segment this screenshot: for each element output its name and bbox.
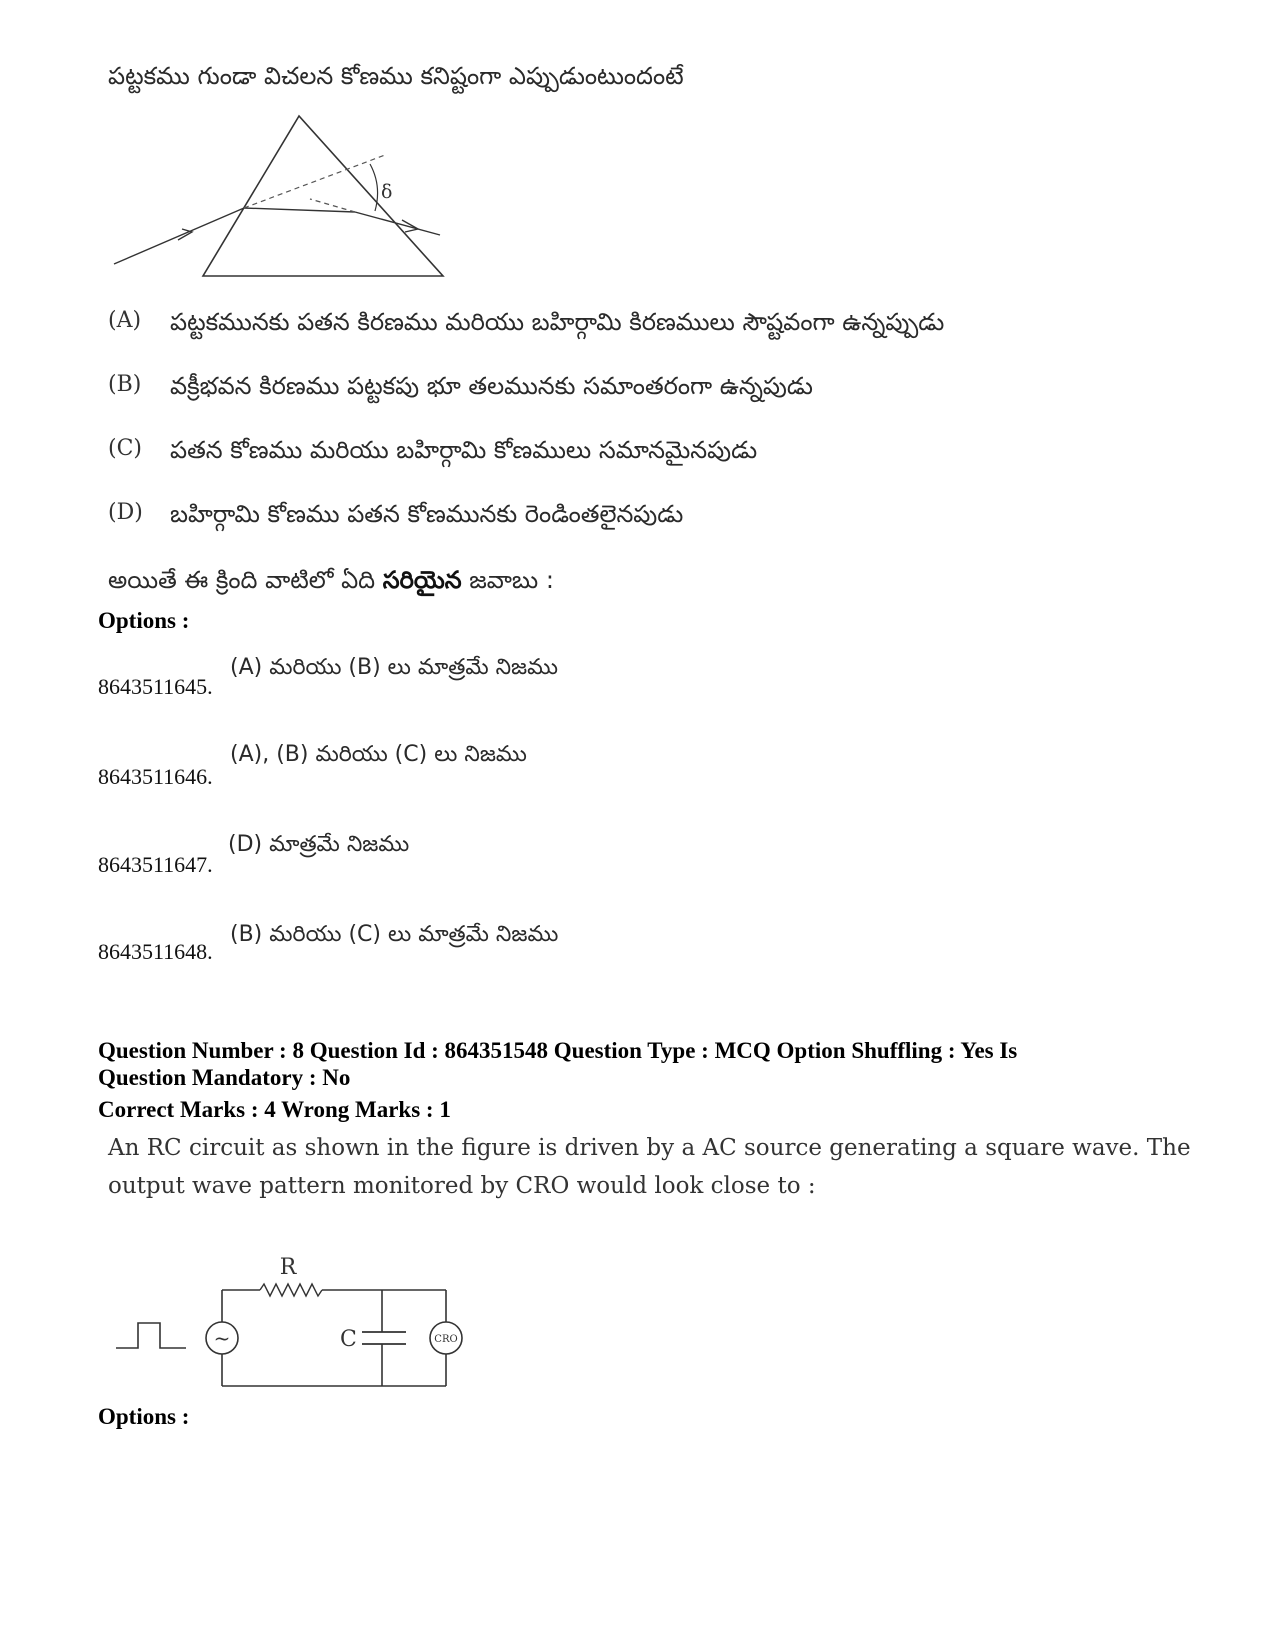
incident-arrowhead <box>178 229 192 240</box>
option-3-id: 8643511647. <box>98 852 213 877</box>
deviation-label: δ <box>381 181 393 203</box>
option-3-text[interactable]: (D) మాత్రమే నిజము <box>228 832 410 857</box>
prism-triangle <box>203 116 443 276</box>
q7-options-heading: Options : <box>98 608 190 633</box>
option-2-id: 8643511646. <box>98 764 213 789</box>
option-1-text[interactable]: (A) మరియు (B) లు మాత్రమే నిజము <box>230 655 559 680</box>
option-4-text[interactable]: (B) మరియు (C) లు మాత్రమే నిజము <box>230 922 559 947</box>
statement-b-text: వక్రీభవన కిరణము పట్టకపు భూ తలమునకు సమాంతరంగా ఉన్నపుడు <box>170 372 813 400</box>
q7-stem: పట్టకము గుండా విచలన కోణము కనిష్టంగా ఎప్పుడుంటుందంటే <box>108 62 684 90</box>
square-wave-symbol <box>116 1323 186 1348</box>
statement-d-text: బహిర్గామి కోణము పతన కోణమునకు రెండింతలైనపుడు <box>170 500 684 528</box>
q8-meta-line2: Question Mandatory : No <box>98 1065 351 1090</box>
incident-ray <box>114 208 244 264</box>
q8-meta-line1: Question Number : 8 Question Id : 864351548 Question Type : MCQ Option Shuffling : Yes Is <box>98 1038 1018 1063</box>
incident-extension <box>244 155 385 208</box>
q8-options-heading: Options : <box>98 1404 190 1429</box>
prism-diagram <box>100 108 460 283</box>
statement-b-label: (B) <box>108 372 142 397</box>
q8-marks: Correct Marks : 4 Wrong Marks : 1 <box>98 1097 451 1122</box>
capacitor-label: C <box>340 1327 357 1352</box>
emergent-ray <box>355 212 440 235</box>
statement-a-label: (A) <box>108 308 142 333</box>
statement-c-label: (C) <box>108 436 142 461</box>
refracted-ray <box>244 208 355 212</box>
statement-d-label: (D) <box>108 500 143 525</box>
option-1-id: 8643511645. <box>98 674 213 699</box>
q8-body-line1: An RC circuit as shown in the figure is driven by a AC source generating a square wave. The <box>108 1135 1191 1161</box>
option-4-id: 8643511648. <box>98 939 213 964</box>
q7-prompt: అయితే ఈ క్రింది వాటిలో ఏది సరియైన జవాబు : <box>108 566 554 594</box>
statement-c-text: పతన కోణము మరియు బహిర్గామి కోణములు సమానమైనపుడు <box>170 436 758 464</box>
resistor-symbol <box>260 1284 322 1296</box>
resistor-label: R <box>279 1255 297 1280</box>
q8-body-line2: output wave pattern monitored by CRO would look close to : <box>108 1173 816 1199</box>
cro-label: CRO <box>434 1334 458 1345</box>
statement-a-text: పట్టకమునకు పతన కిరణము మరియు బహిర్గామి కిరణములు సౌష్టవంగా ఉన్నప్పుడు <box>170 308 945 336</box>
ac-source-symbol: ~ <box>213 1326 231 1350</box>
rc-circuit-diagram <box>110 1248 480 1393</box>
deviation-arc <box>370 164 378 211</box>
option-2-text[interactable]: (A), (B) మరియు (C) లు నిజము <box>230 742 527 767</box>
